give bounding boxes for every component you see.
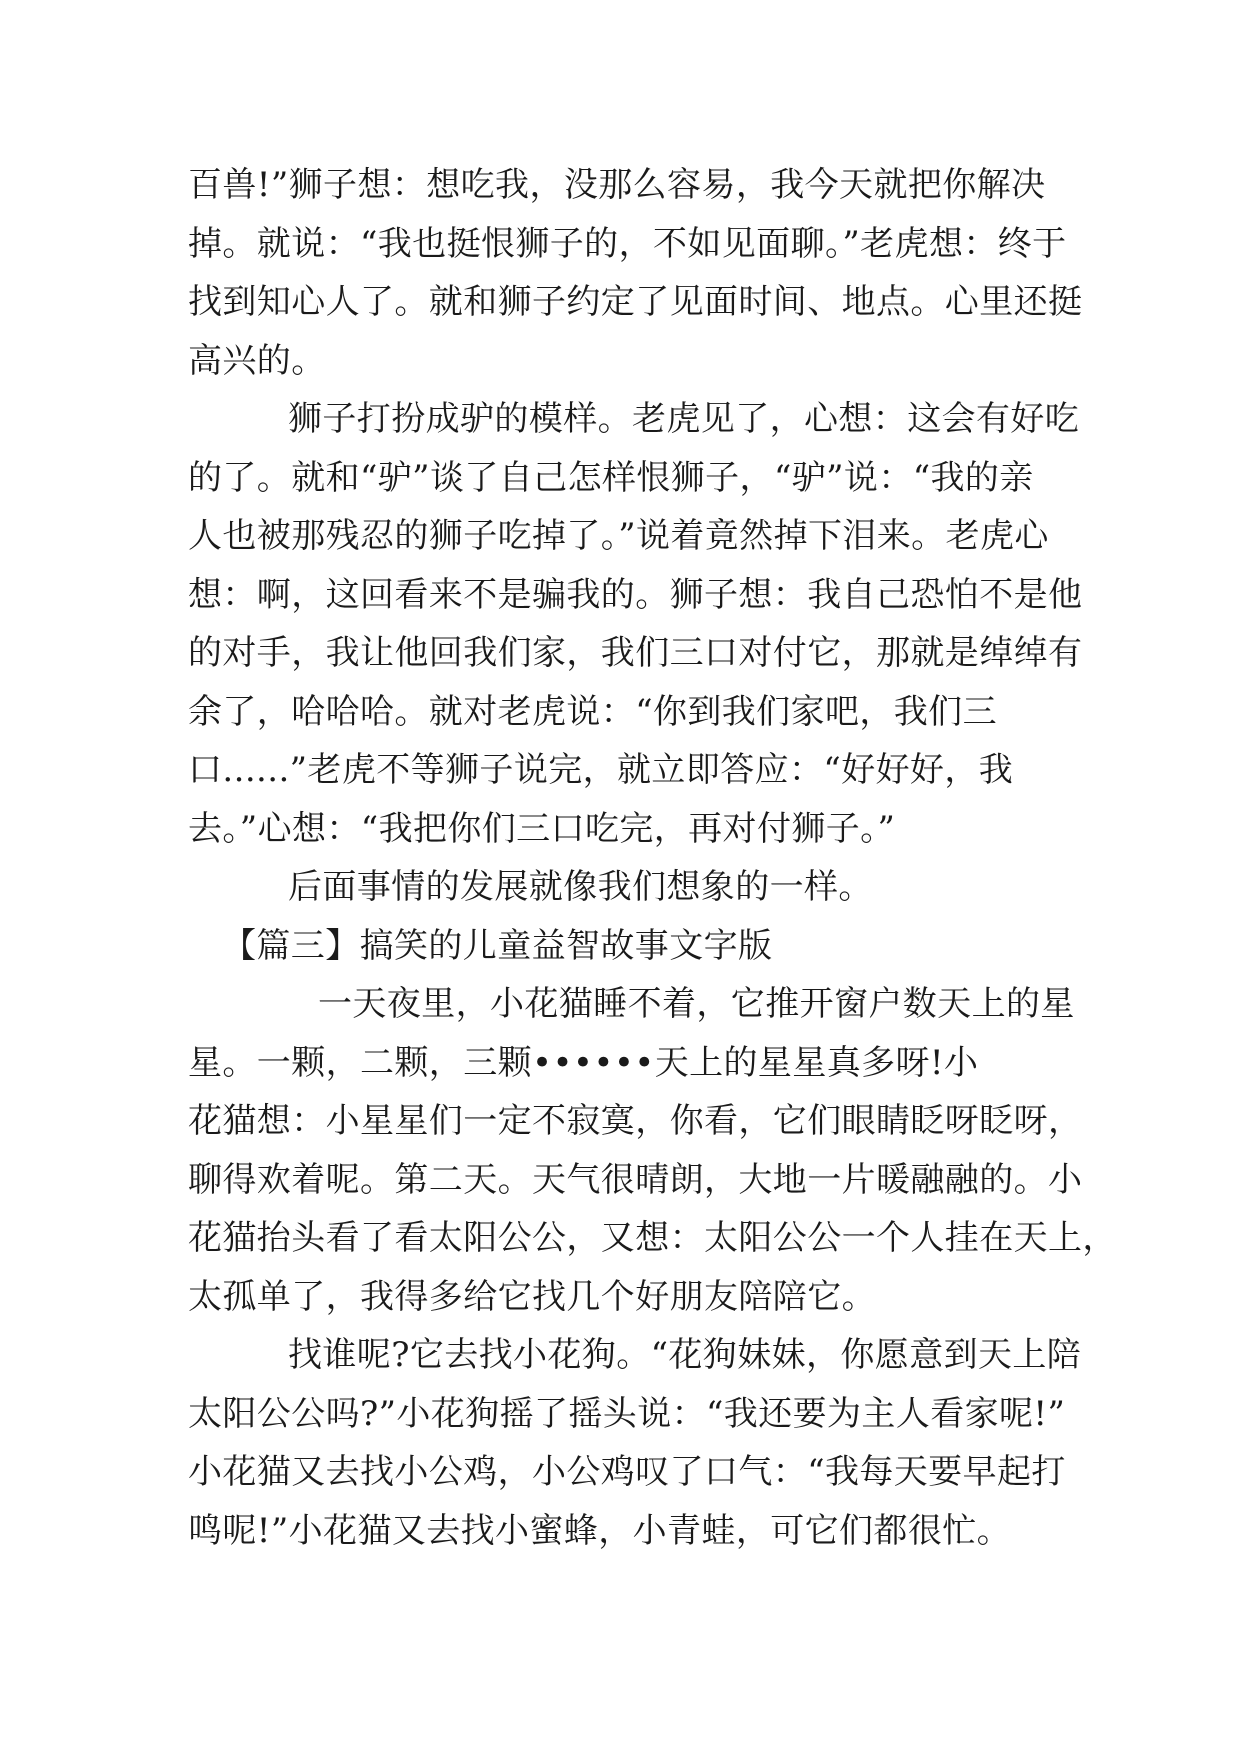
text-line: 太阳公公吗?”小花狗摇了摇头说：“我还要为主人看家呢!”: [188, 1393, 1066, 1434]
document-body: [188, 156, 1117, 1560]
text-line: 想：啊，这回看来不是骗我的。狮子想：我自己恐怕不是他: [188, 574, 1083, 615]
text-line: 一天夜里，小花猫睡不着，它推开窗户数天上的星: [318, 984, 1075, 1024]
text-line: 星。一颗，二颗，三颗••••••天上的星星真多呀!小: [188, 1042, 979, 1083]
text-line: 找谁呢?它去找小花狗。“花狗妹妹，你愿意到天上陪: [288, 1335, 1082, 1375]
text-line: 狮子打扮成驴的模样。老虎见了，心想：这会有好吃: [288, 399, 1080, 439]
text-line: 人也被那残忍的狮子吃掉了。”说着竟然掉下泪来。老虎心: [188, 516, 1049, 556]
text-line: 后面事情的发展就像我们想象的一样。: [288, 867, 873, 907]
text-line: 的了。就和“驴”谈了自己怎样恨狮子，“驴”说：“我的亲: [188, 457, 1034, 498]
text-line: 小花猫又去找小公鸡，小公鸡叹了口气：“我每天要早起打: [188, 1452, 1066, 1492]
text-line: 太孤单了，我得多给它找几个好朋友陪陪它。: [188, 1276, 876, 1317]
text-line: 去。”心想：“我把你们三口吃完，再对付狮子。”: [188, 808, 896, 849]
section-heading: 【篇三】搞笑的儿童益智故事文字版: [222, 925, 773, 966]
text-line: 花猫想：小星星们一定不寂寞，你看，它们眼睛眨呀眨呀，: [188, 1101, 1083, 1141]
text-line: 余了，哈哈哈。就对老虎说：“你到我们家吧，我们三: [188, 691, 997, 732]
text-line: 鸣呢!”小花猫又去找小蜜蜂，小青蛙，可它们都很忙。: [188, 1510, 1012, 1551]
text-line: 聊得欢着呢。第二天。天气很晴朗，大地一片暖融融的。小: [188, 1159, 1083, 1200]
text-line: 的对手，我让他回我们家，我们三口对付它，那就是绰绰有: [188, 633, 1083, 673]
text-line: 花猫抬头看了看太阳公公，又想：太阳公公一个人挂在天上，: [188, 1218, 1117, 1258]
text-line: 掉。就说：“我也挺恨狮子的，不如见面聊。”老虎想：终于: [188, 223, 1067, 264]
text-line: 找到知心人了。就和狮子约定了见面时间、地点。心里还挺: [188, 282, 1083, 322]
text-line: 高兴的。: [188, 340, 326, 381]
text-line: 百兽!”狮子想：想吃我，没那么容易，我今天就把你解决: [188, 165, 1046, 205]
text-line: 口......”老虎不等狮子说完，就立即答应：“好好好，我: [188, 750, 1014, 790]
